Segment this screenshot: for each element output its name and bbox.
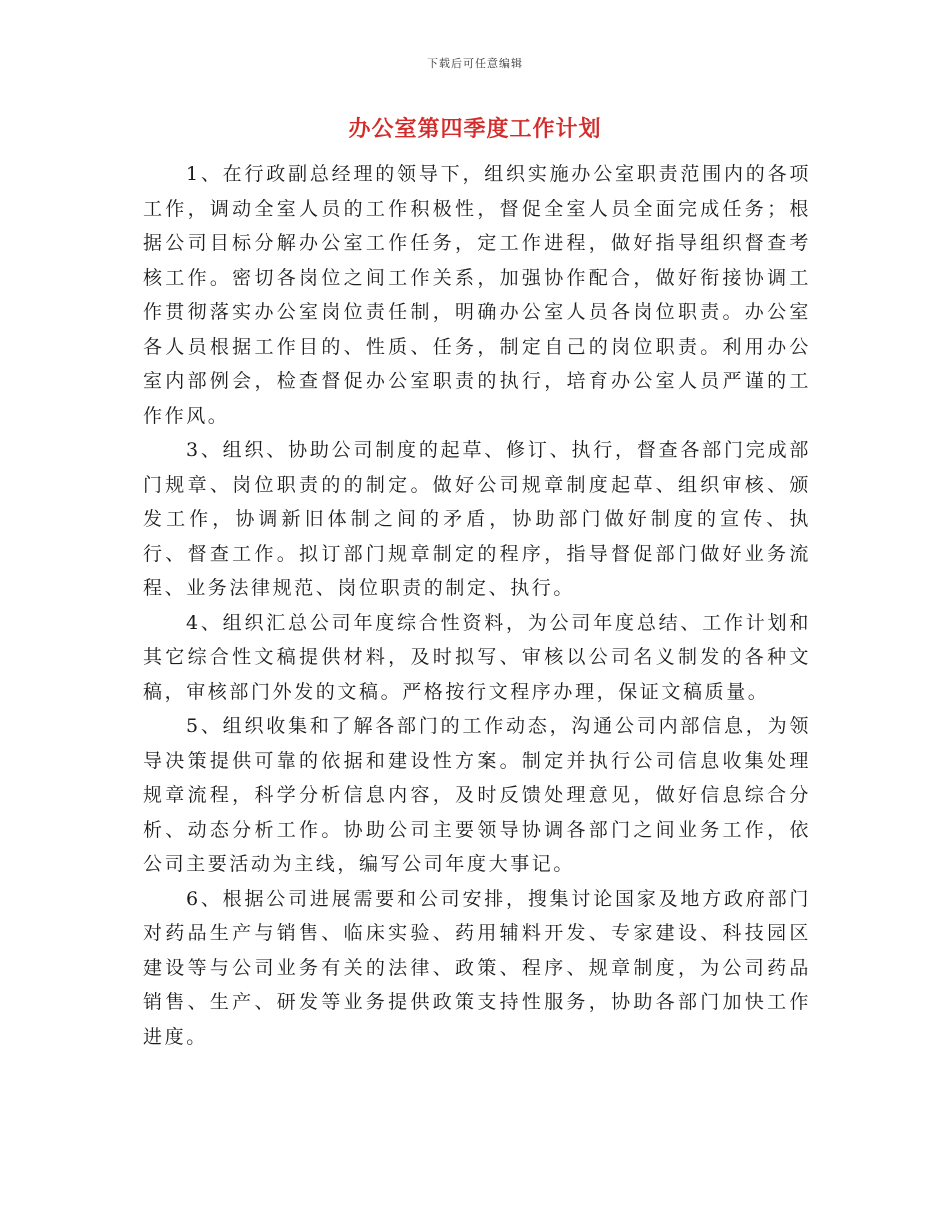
paragraph-5: 5、组织收集和了解各部门的工作动态，沟通公司内部信息，为领导决策提供可靠的依据和建设性方案。制定并执行公司信息收集处理规章流程，科学分析信息内容，及时反馈处理意见，做好信息综合分析、动态分析工作。协助公司主要领导协调各部门之间业务工作，依公司主要活动为主线，编写公司年度大事记。 (143, 715, 811, 875)
paragraph-3: 3、组织、协助公司制度的起草、修订、执行，督查各部门完成部门规章、岗位职责的的制定。做好公司规章制度起草、组织审核、颁发工作，协调新旧体制之间的矛盾，协助部门做好制度的宣传、执行、督查工作。拟订部门规章制定的程序，指导督促部门做好业务流程、业务法律规范、岗位职责的制定、执行。 (143, 439, 811, 599)
paragraph-6: 6、根据公司进展需要和公司安排，搜集讨论国家及地方政府部门对药品生产与销售、临床实验、药用辅料开发、专家建设、科技园区建设等与公司业务有关的法律、政策、程序、规章制度，为公司药品销售、生产、研发等业务提供政策支持性服务，协助各部门加快工作进度。 (143, 887, 811, 1048)
document-body (143, 157, 811, 1054)
paragraph-4: 4、组织汇总公司年度综合性资料，为公司年度总结、工作计划和其它综合性文稿提供材料，及时拟写、审核以公司名义制发的各种文稿，审核部门外发的文稿。严格按行文程序办理，保证文稿质量。 (143, 611, 811, 703)
header-note: 下载后可任意编辑 (427, 57, 523, 70)
document-title: 办公室第四季度工作计划 (348, 117, 602, 142)
paragraph-1: 1、在行政副总经理的领导下，组织实施办公室职责范围内的各项工作，调动全室人员的工作积极性，督促全室人员全面完成任务；根据公司目标分解办公室工作任务，定工作进程，做好指导组织督查考核工作。密切各岗位之间工作关系，加强协作配合，做好衔接协调工作贯彻落实办公室岗位责任制，明确办公室人员各岗位职责。办公室各人员根据工作目的、性质、任务，制定自己的岗位职责。利用办公室内部例会，检查督促办公室职责的执行，培育办公室人员严谨的工作作风。 (143, 163, 811, 427)
